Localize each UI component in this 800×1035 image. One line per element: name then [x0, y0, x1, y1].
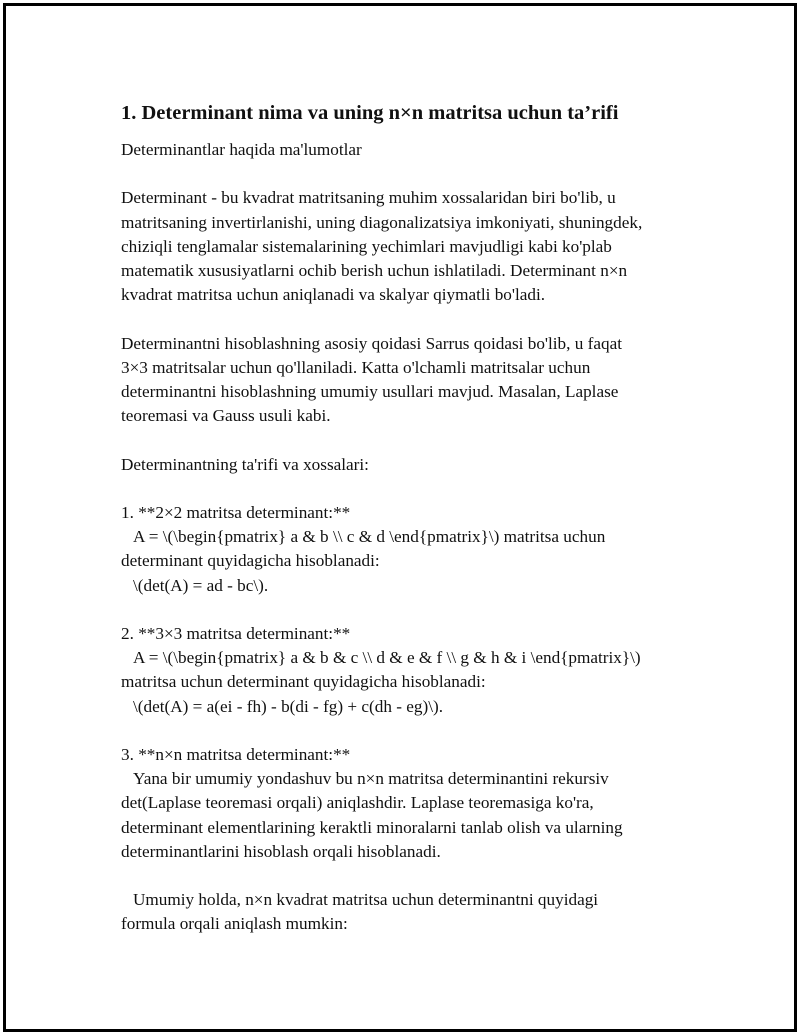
text-line: Yana bir umumiy yondashuv bu n×n matritsa determinantini rekursiv	[133, 769, 609, 789]
text-line: determinantlarini hisoblash orqali hisoblanadi.	[121, 841, 441, 861]
spacer	[121, 864, 681, 888]
formula-line: A = \(\begin{pmatrix} a & b & c \\ d & e & f \\ g & h & i \end{pmatrix}\)	[133, 648, 641, 668]
spacer	[121, 428, 681, 452]
list-item-nxn	[121, 743, 681, 864]
text-line: formula orqali aniqlash mumkin:	[121, 914, 348, 934]
list-item-title: 2. **3×3 matritsa determinant:**	[121, 623, 351, 643]
text-line: kvadrat matritsa uchun aniqlanadi va skalyar qiymatli bo'ladi.	[121, 285, 546, 305]
list-item-title: 3. **n×n matritsa determinant:**	[121, 744, 351, 764]
document-body	[121, 99, 681, 937]
list-item-2x2	[121, 501, 681, 598]
paragraph-intro	[121, 186, 681, 307]
text-line: determinant elementlarining keraktli minoralarni tanlab olish va ularning	[121, 817, 623, 837]
formula-line: \(det(A) = a(ei - fh) - b(di - fg) + c(dh - eg)\).	[133, 696, 444, 716]
text-line: matritsaning invertirlanishi, uning diagonalizatsiya imkoniyati, shuningdek,	[121, 212, 643, 232]
list-intro: Determinantning ta'rifi va xossalari:	[121, 454, 369, 474]
formula-line: \(det(A) = ad - bc\).	[133, 575, 269, 595]
text-line: matematik xususiyatlarni ochib berish uchun ishlatiladi. Determinant n×n	[121, 261, 628, 280]
spacer	[121, 477, 681, 501]
text-line: 3×3 matritsalar uchun qo'llaniladi. Katta o'lchamli matritsalar uchun	[121, 357, 591, 377]
section-heading: 1. Determinant nima va uning n×n matritsa uchun ta’rifi	[121, 102, 619, 124]
text-line: Umumiy holda, n×n kvadrat matritsa uchun determinantni quyidagi	[133, 890, 599, 910]
spacer	[121, 162, 681, 186]
paragraph-closing	[121, 888, 681, 936]
spacer	[121, 598, 681, 622]
paragraph-sarrus	[121, 332, 681, 429]
page-frame	[3, 3, 797, 1032]
text-line: det(Laplase teoremasi orqali) aniqlashdir. Laplase teoremasiga ko'ra,	[121, 793, 594, 813]
formula-line: A = \(\begin{pmatrix} a & b \\ c & d \end{pmatrix}\) matritsa uchun	[133, 527, 606, 547]
spacer	[121, 719, 681, 743]
text-line: teoremasi va Gauss usuli kabi.	[121, 406, 331, 426]
text-line: determinant quyidagicha hisoblanadi:	[121, 551, 380, 571]
spacer	[121, 307, 681, 331]
text-line: determinantni hisoblashning umumiy usullari mavjud. Masalan, Laplase	[121, 382, 619, 401]
list-item-3x3	[121, 622, 681, 719]
list-item-title: 1. **2×2 matritsa determinant:**	[121, 502, 351, 522]
text-line: Determinantni hisoblashning asosiy qoidasi Sarrus qoidasi bo'lib, u faqat	[121, 333, 622, 353]
text-line: Determinant - bu kvadrat matritsaning muhim xossalaridan biri bo'lib, u	[121, 188, 616, 208]
text-line: chiziqli tenglamalar sistemalarining yechimlari mavjudligi kabi ko'plab	[121, 236, 612, 256]
text-line: matritsa uchun determinant quyidagicha hisoblanadi:	[121, 672, 486, 692]
subtitle: Determinantlar haqida ma'lumotlar	[121, 140, 362, 159]
